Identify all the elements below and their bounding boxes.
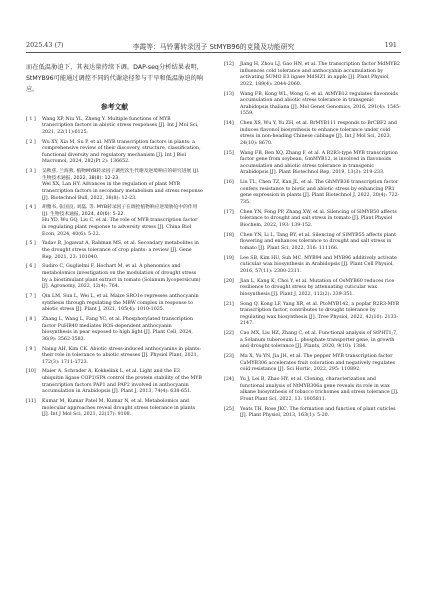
reference-item [224, 331, 401, 351]
reference-item [26, 205, 203, 238]
reference-text: Yeats TH, Rose JKC. The formation and function of plant cuticles [J]. Plant Physiol, 2013, 163(1): 5-20. [240, 406, 396, 419]
reference-number: [ 4 ] [26, 205, 36, 211]
reference-text: Maier A, Schrader A, Kokkelink L, et al. Light and the E3 ubiquitin ligase COP1/SPA control the protein stability of the MYB transcription factors PAP1 and PAP2 involved in anthocyanin accumulation in Arabidopsis [J]. Plant J, 2013, 74(4): 638-651. [42, 369, 202, 395]
reference-item [26, 294, 203, 314]
reference-item [224, 210, 401, 230]
reference-text: Wang XP, Niu YL, Zheng Y. Multiple functions of MYB transcription factors in abiotic stress responses [J]. Int J Mol Sci, 2021, 22(11):6125. [42, 116, 199, 135]
reference-item [224, 256, 401, 276]
reference-number: [11] [26, 399, 36, 405]
reference-text: 胡雅书, 张国良, 刘磊, 等. MYB转录因子在调控植物响应逆境胁迫中的作用 [J]. 生物技术通报, 2024, 40(6): 5-22. [42, 205, 198, 217]
right-column [224, 62, 401, 423]
reference-text: Sudiro C, Guglielmi F, Hochart M, et al. A phenomics and metabolomics investigation on the modulation of drought stress by a biostimulant plant extract in tomato (Solanum lycopersicum) [J]. Agronomy, 2022, 12(4): 764. [42, 264, 201, 290]
reference-text: Jian L, Kang K, Choi Y, et al. Mutation of OsMYB60 reduces rice resilience to drought stress by attenuating cuticular wax biosynthesis [J]. Plant J, 2022, 112(2): 339-351. [240, 278, 395, 297]
reference-item [224, 407, 401, 420]
reference-text: Kumar M, Kumar Patel M, Kumar N, et al. Metabolomics and molecular approaches reveal drought stress tolerance in plants [J]. Int J Mol Sci, 2021, 22(17): 9108. [42, 399, 196, 418]
reference-number: [19] [224, 255, 234, 261]
reference-number: [ 6 ] [26, 264, 36, 270]
reference-item [26, 241, 203, 261]
reference-item [26, 264, 203, 290]
reference-text: Liu TL, Chen TZ, Kan JL, et al. The GhMYB36 transcription factor confers resistance to biotic and abiotic stress by enhancing PR1 gene expression in plants [J]. Plant Biotechnol J, 2022, 20(4): 722-735. [240, 180, 400, 206]
reference-text: Zhang L, Wang L, Fang YC, et al. Phosphorylated transcription factor PuHB40 mediates ROS-dependent anthocyanin biosynthesis in pear exposed to high light [J]. Plant Cell, 2024, 36(9): 3562-3583. [42, 316, 194, 342]
reference-number: [ 1 ] [26, 116, 36, 122]
reference-item [26, 117, 203, 137]
reference-number: [10] [26, 369, 36, 375]
reference-english-translation: Wei XX, Lan HY. Advances in the regulation of plant MYB transcription factors in secondary metabolism and stress response [J]. Biotechnol Bull, 2022, 38(8): 12-23. [42, 182, 203, 201]
reference-text: Cao MX, Liu HZ, Zhang C, et al. Functional analysis of StPHT1;7, a Solanum tuberosum L. phosphate transporter gene, in growth and drought tolerance [J]. Plants, 2020, 9(10): 1384. [240, 331, 398, 350]
reference-number: [22] [224, 331, 234, 337]
reference-text: Wang FB, Ren XQ, Zhang F, et al. A R2R3-type MYB transcription factor gene from soybean, GmMYB12, is involved in flavonoids accumulation and abiotic stress tolerance in transgenic Arabidopsis [J]. Plant Biotechnol Rep, 2019, 13(3): 219-233. [240, 150, 398, 176]
header-page-number: 191 [384, 41, 397, 49]
header-rule [26, 52, 401, 53]
reference-text: Chen YN, Feng PP, Zhang XW, et al. Silencing of SlMYB50 affects tolerance to drought and salt stress in tomato [J]. Plant Physiol Biochem, 2022, 193: 139-152. [240, 209, 397, 228]
reference-item [224, 92, 401, 118]
reference-item [26, 169, 203, 202]
reference-text: Yu J, Lei B, Zhao HY, et al. Cloning, characterization and functional analysis of NtMYB306a gene reveals its role in wax alkane biosynthesis of tobacco trichomes and stress tolerance [J]. Front Plant Sci, 2022, 13: 1005811. [240, 377, 399, 402]
reference-number: [16] [224, 180, 234, 186]
reference-text: Lee SB, Kim HU, Suh MC. MYB94 and MYB96 additively activate cuticular wax biosynthesis in Arabidopsis [J]. Plant Cell Physiol, 2016, 57(11): 2300-2311. [240, 255, 397, 274]
reference-item [224, 62, 401, 88]
reference-number: [ 7 ] [26, 293, 36, 299]
reference-text: Jiang H, Zhou LJ, Gao HN, et al. The transcription factor MdMYB2 influences cold tolerance and anthocyanin accumulation by activating SUMO E3 ligase MdSIZ1 in apple [J]. Plant Physiol, 2022, 189(4): 2044-2060. [240, 62, 400, 87]
reference-number: [ 3 ] [26, 169, 36, 175]
reference-number: [14] [224, 121, 234, 127]
reference-item [224, 233, 401, 253]
reference-item [26, 317, 203, 343]
reference-number: [13] [224, 91, 234, 97]
references-list-right [224, 62, 401, 420]
reference-item [26, 369, 203, 395]
reference-item [224, 302, 401, 328]
reference-item [26, 347, 203, 367]
reference-item [224, 377, 401, 403]
header-running-title: 李霞等：马铃薯转录因子 StMYB96的克隆及功能研究 [132, 43, 295, 51]
reference-english-translation: Hu YD, Wu GQ, Liu C, et al. The role of MYB transcription factor in regulating plant response to adversity stress [J]. China Biol Econ, 2024, 40(6): 5-22. [42, 218, 198, 237]
reference-number: [23] [224, 354, 234, 360]
intro-paragraph [26, 62, 203, 95]
reference-text: Qin LM, Sun L, Wei L, et al. Maize SRO1e represses anthocyanin synthesis through regulating the MBW complex in response to abiotic stress [J]. Plant J, 2021, 105(4): 1010-1025. [42, 293, 199, 313]
reference-item [224, 354, 401, 374]
reference-number: [17] [224, 209, 234, 215]
reference-number: [21] [224, 301, 234, 307]
reference-number: [ 5 ] [26, 241, 36, 247]
reference-number: [20] [224, 278, 234, 284]
references-list-left [26, 117, 203, 419]
reference-item [26, 399, 203, 419]
reference-text: 吴秋慈, 兰海燕. 植物MYB转录因子调控次生代谢及逆境响应的研究进展 [J]. 生物技术通报, 2022, 38(8): 12-23. [42, 169, 200, 181]
reference-text: Yadav B, Jogawat A, Rahman MS, et al. Secondary metabolites in the drought stress tolerance of crop plants: a review [J]. Gene Rep, 2021, 23: 101040. [42, 241, 199, 260]
reference-text: Wang FB, Kong WL, Wong G, et al. AtMYB12 regulates flavonoids accumulation and abiotic stress tolerance in transgenic Arabidopsis thaliana [J]. Mol Genet Genomics, 2016, 291(4): 1545-1559. [240, 91, 401, 117]
reference-number: [12] [224, 62, 234, 67]
reference-text: Ma X, Yu YN, Jia JH, et al. The pepper MYB transcription factor CaMYB306 accelerates fruit coloration and negatively regulates cold resistance [J]. Sci Hortic, 2022, 295: 110892. [240, 354, 395, 373]
reference-item [224, 279, 401, 299]
reference-text: Song Q, Kong LF, Yang XR, et al. PtoMYB142, a poplar R2R3-MYB transcription factor, contributes to drought tolerance by regulating wax biosynthesis [J]. Tree Physiol, 2022, 42(10): 2133-2147. [240, 301, 400, 327]
reference-number: [ 2 ] [26, 139, 36, 145]
reference-number: [ 9 ] [26, 346, 36, 352]
left-column [26, 62, 203, 422]
reference-item [224, 180, 401, 206]
reference-number: [18] [224, 232, 234, 238]
reference-text: Chen YN, Li L, Tang BY, et al. Silencing of SlMYB55 affects plant flowering and enhances tolerance to drought and salt stress in tomato [J]. Plant Sci, 2022, 316: 111166. [240, 232, 397, 251]
reference-item [26, 140, 203, 166]
reference-number: [24] [224, 377, 234, 383]
reference-text: Chen XS, Wu Y, Yu ZH, et al. BrMYB111 responds to BrCBF2 and induces flavonol biosynthesis to enhance tolerance under cold stress in non-heading Chinese cabbage [J]. Int J Mol Sci, 2023, 24(10): 8670. [240, 121, 397, 146]
reference-number: [15] [224, 150, 234, 156]
header-issue: 2025.43 (7) [26, 41, 64, 49]
reference-text: Naing AH, Kim CK. Abiotic stress-induced anthocyanins in plants: their role in tolerance to abiotic stresses [J]. Physiol Plant, 2021, 172(3): 1711-1723. [42, 346, 202, 365]
intro-text: 而在低温胁迫下，其表达量持续下调。DAP-seq分析结果表明，StMYB96可能通过调控不同的代谢途径参与干旱和低温胁迫的响应。 [26, 64, 203, 93]
reference-item [224, 151, 401, 177]
references-heading: 参考文献 [100, 103, 129, 111]
reference-item [224, 121, 401, 147]
reference-number: [ 8 ] [26, 316, 36, 322]
reference-text: Wu XY, Xia M, Su P, et al. MYB transcription factors in plants: a comprehensive review of their discovery, structure, classification, functional diversity and regulatory mechanism [J]. Int J Biol Macromol, 2024, 282(Pt 2): 136652. [42, 139, 201, 165]
reference-number: [25] [224, 406, 234, 412]
